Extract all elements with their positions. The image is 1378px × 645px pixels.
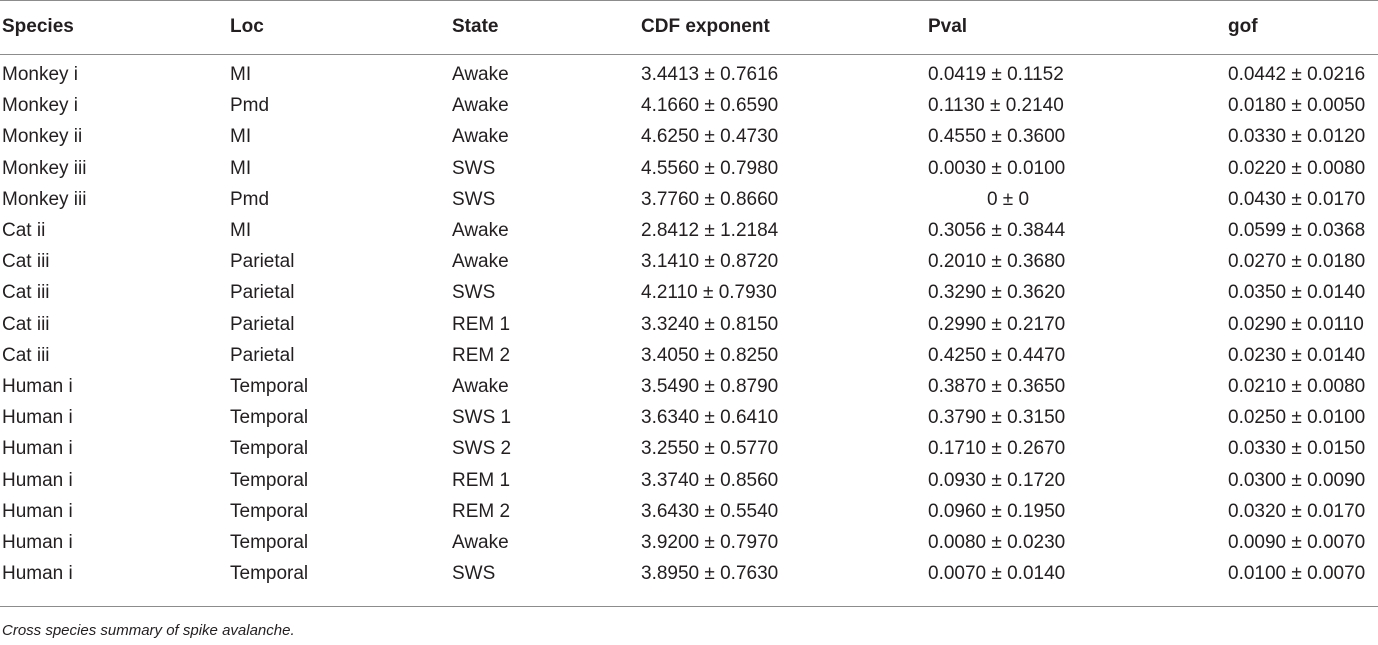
cell-cdf-exponent: 3.5490 ± 0.8790 [641, 375, 779, 397]
cell-gof: 0.0330 ± 0.0150 [1228, 438, 1366, 460]
cell-loc: Temporal [230, 563, 309, 585]
cell-loc: Temporal [230, 407, 309, 429]
cell-state: Awake [452, 64, 509, 86]
table-row [0, 558, 1378, 589]
cell-loc: Parietal [230, 282, 295, 304]
cell-cdf-exponent: 3.4050 ± 0.8250 [641, 344, 779, 366]
cell-state: Awake [452, 375, 509, 397]
table-row [0, 309, 1378, 340]
cell-pval: 0.3870 ± 0.3650 [928, 375, 1066, 397]
cell-loc: Parietal [230, 251, 295, 273]
cell-species: Monkey iii [2, 157, 87, 179]
table-header [0, 0, 1378, 54]
cell-gof: 0.0270 ± 0.0180 [1228, 251, 1366, 273]
cell-gof: 0.0330 ± 0.0120 [1228, 126, 1366, 148]
cell-gof: 0.0300 ± 0.0090 [1228, 469, 1366, 491]
cell-pval: 0.1710 ± 0.2670 [928, 438, 1066, 460]
cell-cdf-exponent: 3.2550 ± 0.5770 [641, 438, 779, 460]
cell-species: Monkey i [2, 64, 79, 86]
cell-gof: 0.0210 ± 0.0080 [1228, 375, 1366, 397]
cell-pval: 0.1130 ± 0.2140 [928, 95, 1064, 117]
table-row [0, 246, 1378, 277]
header-pval: Pval [928, 16, 968, 37]
cell-pval: 0.0070 ± 0.0140 [928, 563, 1066, 585]
header-species: Species [2, 16, 74, 37]
cell-loc: Pmd [230, 188, 270, 210]
cell-cdf-exponent: 3.9200 ± 0.7970 [641, 531, 779, 553]
cell-species: Human i [2, 438, 73, 460]
header-gof: gof [1228, 16, 1258, 37]
cell-loc: Pmd [230, 95, 270, 117]
cell-cdf-exponent: 3.6430 ± 0.5540 [641, 500, 779, 522]
cell-species: Human i [2, 500, 73, 522]
table-row [0, 402, 1378, 433]
cell-pval-value: 0 ± 0 [986, 188, 1030, 210]
header-state: State [452, 16, 499, 37]
table-row [0, 527, 1378, 558]
table-row [0, 121, 1378, 152]
cell-loc: Temporal [230, 531, 309, 553]
cell-gof: 0.0290 ± 0.0110 [1228, 313, 1364, 335]
table-row [0, 215, 1378, 246]
header-row [0, 0, 1378, 54]
cell-cdf-exponent: 3.3240 ± 0.8150 [641, 313, 779, 335]
cell-cdf-exponent: 3.4413 ± 0.7616 [641, 64, 779, 86]
header-cdf-exponent: CDF exponent [641, 16, 770, 37]
cell-state: SWS 1 [452, 407, 512, 429]
cell-state: REM 1 [452, 469, 511, 491]
cell-cdf-exponent: 3.6340 ± 0.6410 [641, 407, 779, 429]
cell-state: Awake [452, 220, 509, 242]
table-body [0, 54, 1378, 589]
cell-loc: Temporal [230, 375, 309, 397]
cell-gof: 0.0220 ± 0.0080 [1228, 157, 1366, 179]
cell-gof: 0.0320 ± 0.0170 [1228, 500, 1366, 522]
cell-cdf-exponent: 4.1660 ± 0.6590 [641, 95, 779, 117]
cell-species: Human i [2, 375, 73, 397]
cell-gof: 0.0250 ± 0.0100 [1228, 407, 1366, 429]
cell-pval: 0.0030 ± 0.0100 [928, 157, 1066, 179]
cell-gof: 0.0442 ± 0.0216 [1228, 64, 1366, 86]
cell-species: Cat iii [2, 251, 50, 273]
cell-pval: 0.3290 ± 0.3620 [928, 282, 1066, 304]
cell-state: SWS 2 [452, 438, 512, 460]
cell-pval: 0.2990 ± 0.2170 [928, 313, 1066, 335]
cell-state: SWS [452, 563, 496, 585]
cell-gof: 0.0230 ± 0.0140 [1228, 344, 1366, 366]
cell-pval: 0.4250 ± 0.4470 [928, 344, 1066, 366]
cell-species: Human i [2, 407, 73, 429]
cell-state: Awake [452, 251, 509, 273]
cell-pval [928, 184, 1228, 215]
cell-pval: 0.4550 ± 0.3600 [928, 126, 1066, 148]
cell-pval: 0.3790 ± 0.3150 [928, 407, 1066, 429]
table-row [0, 54, 1378, 90]
cell-loc: Temporal [230, 438, 309, 460]
cell-cdf-exponent: 4.2110 ± 0.7930 [641, 282, 777, 304]
cell-species: Human i [2, 531, 73, 553]
table-row [0, 464, 1378, 495]
cell-pval: 0.0930 ± 0.1720 [928, 469, 1066, 491]
cell-pval: 0.2010 ± 0.3680 [928, 251, 1066, 273]
cell-cdf-exponent: 3.3740 ± 0.8560 [641, 469, 779, 491]
cell-species: Monkey i [2, 95, 79, 117]
cell-loc: MI [230, 126, 252, 148]
cell-species: Cat iii [2, 282, 50, 304]
cell-species: Human i [2, 469, 73, 491]
cell-state: Awake [452, 531, 509, 553]
cell-cdf-exponent: 4.5560 ± 0.7980 [641, 157, 779, 179]
table-row [0, 153, 1378, 184]
cell-species: Monkey iii [2, 188, 87, 210]
cell-pval: 0.0960 ± 0.1950 [928, 500, 1066, 522]
table-row [0, 371, 1378, 402]
cell-gof: 0.0350 ± 0.0140 [1228, 282, 1366, 304]
table-row [0, 90, 1378, 121]
cell-loc: MI [230, 157, 252, 179]
table-row [0, 184, 1378, 215]
cell-state: SWS [452, 157, 496, 179]
cell-cdf-exponent: 3.8950 ± 0.7630 [641, 563, 779, 585]
cell-loc: Parietal [230, 313, 295, 335]
cell-species: Cat ii [2, 220, 46, 242]
cell-pval: 0.0080 ± 0.0230 [928, 531, 1066, 553]
cell-loc: Parietal [230, 344, 295, 366]
cell-gof: 0.0180 ± 0.0050 [1228, 95, 1366, 117]
cell-gof: 0.0090 ± 0.0070 [1228, 531, 1366, 553]
table-bottom-rule [0, 606, 1378, 607]
cell-pval: 0.3056 ± 0.3844 [928, 220, 1066, 242]
cell-gof: 0.0599 ± 0.0368 [1228, 220, 1366, 242]
cell-species: Cat iii [2, 344, 50, 366]
cell-state: SWS [452, 282, 496, 304]
cell-cdf-exponent: 3.1410 ± 0.8720 [641, 251, 779, 273]
cell-gof: 0.0430 ± 0.0170 [1228, 188, 1366, 210]
cell-state: REM 2 [452, 500, 511, 522]
cell-loc: MI [230, 64, 252, 86]
cell-cdf-exponent: 3.7760 ± 0.8660 [641, 188, 779, 210]
cell-state: SWS [452, 188, 496, 210]
cell-species: Monkey ii [2, 126, 83, 148]
cell-pval: 0.0419 ± 0.1152 [928, 64, 1064, 86]
header-loc: Loc [230, 16, 264, 37]
table-caption: Cross species summary of spike avalanche. [2, 622, 295, 639]
cell-cdf-exponent: 2.8412 ± 1.2184 [641, 220, 779, 242]
cell-loc: MI [230, 220, 252, 242]
cell-gof: 0.0100 ± 0.0070 [1228, 563, 1366, 585]
cell-loc: Temporal [230, 500, 309, 522]
table-row [0, 340, 1378, 371]
table-row [0, 496, 1378, 527]
cell-cdf-exponent: 4.6250 ± 0.4730 [641, 126, 779, 148]
cell-species: Human i [2, 563, 73, 585]
cell-state: Awake [452, 95, 509, 117]
cell-loc: Temporal [230, 469, 309, 491]
cell-state: REM 2 [452, 344, 511, 366]
table-row [0, 433, 1378, 464]
cell-state: REM 1 [452, 313, 511, 335]
cell-state: Awake [452, 126, 509, 148]
table-row [0, 277, 1378, 308]
cell-species: Cat iii [2, 313, 50, 335]
